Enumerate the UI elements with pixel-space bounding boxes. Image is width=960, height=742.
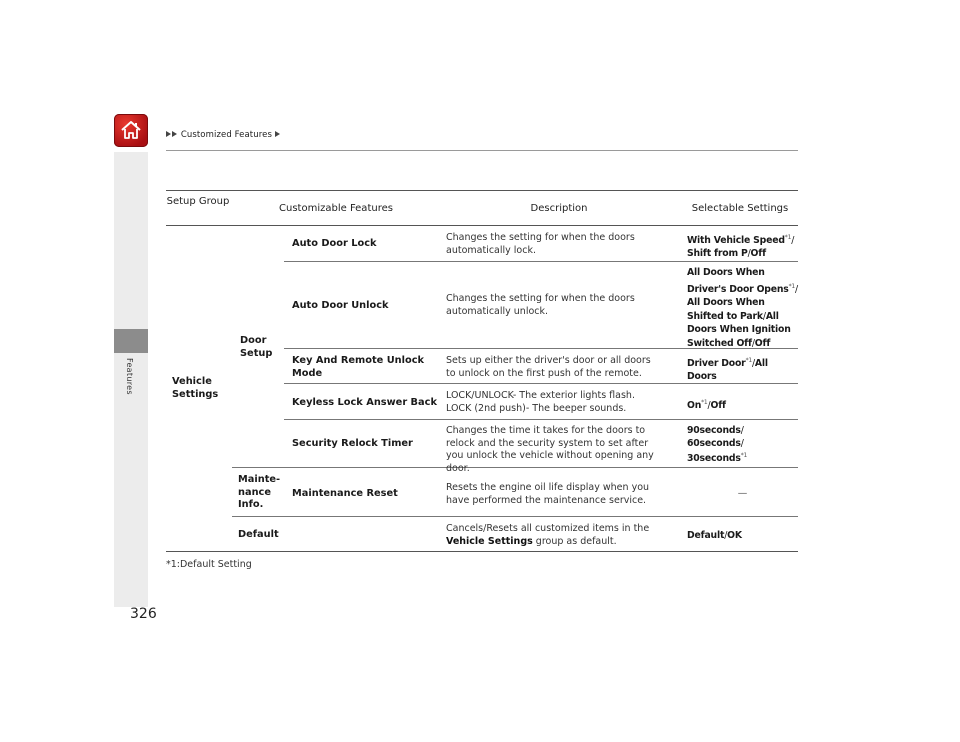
setting-separator: / bbox=[751, 337, 755, 349]
breadcrumb[interactable] bbox=[166, 130, 281, 140]
setting-option: Off bbox=[710, 400, 726, 411]
side-tab-label: Features bbox=[125, 358, 134, 395]
settings-keyless-lock-answer-back bbox=[687, 397, 798, 413]
page-number: 326 bbox=[130, 606, 157, 622]
settings-maintenance-reset: — bbox=[737, 488, 748, 499]
setting-option: All Doors When Driver's Door Opens bbox=[687, 267, 789, 295]
home-button[interactable] bbox=[114, 114, 148, 147]
header-bottom-rule bbox=[166, 225, 798, 226]
subgroup-maintenance-info: Mainte-nance Info. bbox=[238, 474, 281, 510]
setting-separator: / bbox=[707, 400, 711, 411]
setting-separator: / bbox=[747, 247, 751, 259]
setting-option: All Doors bbox=[687, 358, 768, 382]
header-divider bbox=[166, 150, 798, 151]
setting-separator: / bbox=[724, 530, 728, 541]
description-text: group as default. bbox=[532, 535, 617, 547]
setting-option: With Vehicle Speed bbox=[687, 235, 785, 246]
row-divider bbox=[284, 383, 798, 384]
feature-key-remote-unlock-mode: Key And Remote Unlock Mode bbox=[292, 355, 425, 379]
feature-auto-door-lock: Auto Door Lock bbox=[292, 238, 377, 249]
description-line: LOCK/UNLOCK- The exterior lights flash. bbox=[446, 390, 635, 401]
description-keyless-lock-answer-back bbox=[446, 390, 661, 415]
description-text: Cancels/Resets all customized items in the bbox=[446, 523, 650, 534]
default-marker: *1 bbox=[740, 452, 748, 459]
description-maintenance-reset: Resets the engine oil life display when you have performed the maintenance service. bbox=[446, 482, 650, 506]
default-marker: *1 bbox=[788, 282, 796, 290]
settings-default bbox=[687, 530, 798, 543]
description-emphasis: Vehicle Settings bbox=[446, 535, 533, 547]
setting-option: Shift from P bbox=[687, 247, 748, 259]
footnote-default-setting: *1:Default Setting bbox=[166, 559, 252, 570]
subgroup-default: Default bbox=[238, 529, 279, 540]
setting-separator: / bbox=[751, 358, 755, 369]
subgroup-door-setup: Door Setup bbox=[240, 335, 273, 359]
row-divider bbox=[284, 419, 798, 420]
breadcrumb-arrow-icon bbox=[172, 131, 177, 137]
settings-auto-door-lock bbox=[687, 232, 798, 260]
setting-option: 60seconds bbox=[687, 437, 741, 449]
group-vehicle-settings: Vehicle Settings bbox=[172, 376, 219, 400]
setting-option: 30seconds bbox=[687, 453, 741, 464]
setting-option: Default bbox=[687, 530, 725, 541]
settings-key-remote-unlock-mode bbox=[687, 355, 798, 383]
setting-option: OK bbox=[727, 530, 742, 541]
header-selectable-settings: Selectable Settings bbox=[691, 203, 789, 214]
setting-option: 90seconds bbox=[687, 425, 741, 436]
setting-separator: / bbox=[795, 283, 798, 295]
description-key-remote-unlock-mode: Sets up either the driver's door or all doors to unlock on the first push of the remote. bbox=[446, 355, 651, 379]
setting-separator: / bbox=[740, 425, 744, 436]
setting-option: Driver Door bbox=[687, 358, 746, 369]
setting-option: Off bbox=[750, 247, 766, 259]
header-customizable-features: Customizable Features bbox=[279, 203, 393, 214]
feature-auto-door-unlock: Auto Door Unlock bbox=[292, 300, 389, 311]
row-divider bbox=[284, 261, 798, 262]
header-setup-group: Setup Group bbox=[166, 196, 230, 207]
default-marker: *1 bbox=[745, 357, 752, 364]
home-icon bbox=[120, 119, 142, 141]
description-default bbox=[446, 523, 661, 548]
description-line: LOCK (2nd push)- The beeper sounds. bbox=[446, 402, 627, 414]
default-marker: *1 bbox=[784, 234, 792, 241]
breadcrumb-arrow-icon bbox=[166, 131, 171, 137]
settings-security-relock-timer bbox=[687, 425, 798, 466]
breadcrumb-label: Customized Features bbox=[180, 130, 272, 140]
description-auto-door-unlock: Changes the setting for when the doors automatically unlock. bbox=[446, 293, 635, 317]
header-description: Description bbox=[530, 203, 588, 214]
feature-maintenance-reset: Maintenance Reset bbox=[292, 488, 398, 499]
row-divider bbox=[232, 516, 798, 517]
default-marker: *1 bbox=[701, 399, 708, 406]
table-top-rule bbox=[166, 190, 798, 191]
table-bottom-rule bbox=[166, 551, 798, 552]
breadcrumb-arrow-icon bbox=[275, 131, 280, 137]
description-auto-door-lock: Changes the setting for when the doors automatically lock. bbox=[446, 232, 635, 256]
setting-option: All Doors When Shifted to Park bbox=[687, 297, 765, 322]
feature-security-relock-timer: Security Relock Timer bbox=[292, 438, 413, 449]
setting-separator: / bbox=[740, 437, 744, 449]
setting-option: All Doors When Ignition Switched Off bbox=[687, 310, 791, 349]
settings-auto-door-unlock bbox=[687, 266, 798, 350]
setting-option: On bbox=[687, 400, 702, 411]
side-tab-marker[interactable] bbox=[114, 329, 148, 353]
setting-separator: / bbox=[791, 235, 795, 246]
setting-separator: / bbox=[762, 310, 766, 322]
feature-keyless-lock-answer-back: Keyless Lock Answer Back bbox=[292, 397, 437, 408]
description-security-relock-timer: Changes the time it takes for the doors to relock and the security system to set after you unlock the vehicle without opening any door. bbox=[446, 425, 654, 474]
setting-option: Off bbox=[754, 337, 771, 349]
